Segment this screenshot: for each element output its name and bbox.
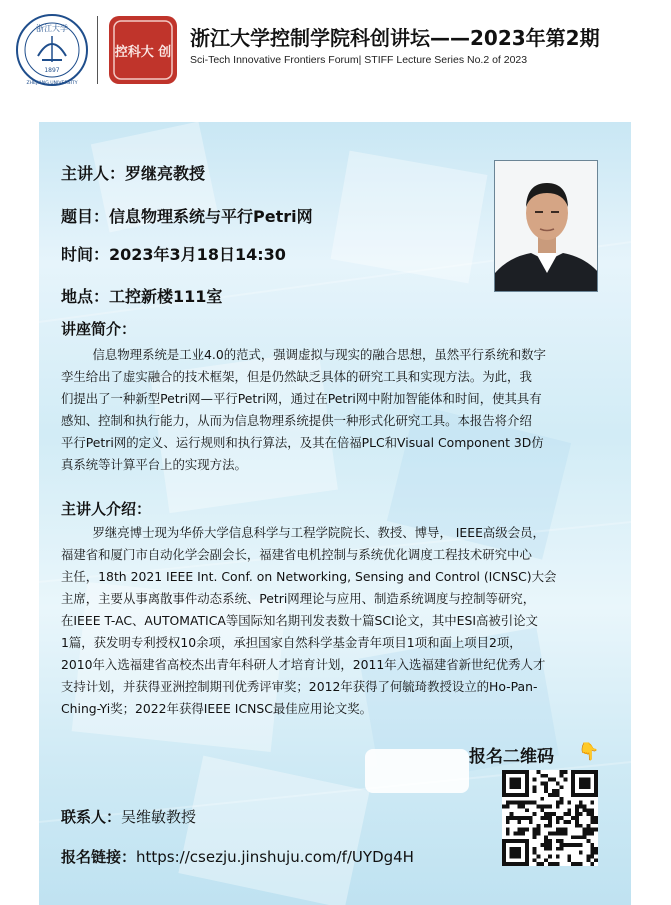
college-seal (107, 14, 179, 86)
topic-value: 信息物理系统与平行Petri网 (109, 207, 313, 226)
zju-logo-text: ZHEJIANG UNIVERSITY (26, 81, 78, 86)
bio-line: 2010年入选福建省高校杰出青年科研人才培育计划，2011年入选福建省新世纪优秀人才 (61, 657, 546, 672)
intro-line: 感知、控制和执行能力，从而为信息物理系统提供一种形式化研究工具。本报告将介绍 (61, 413, 532, 428)
intro-line: 平行Petri网的定义、运行规则和执行算法，及其在倍福PLC和Visual Component 3D仿 (61, 435, 544, 450)
place-value: 工控新楼111室 (109, 287, 223, 306)
time-field (61, 242, 286, 265)
speaker-label: 主讲人： (61, 164, 126, 183)
bio-line: 主任，18th 2021 IEEE Int. Conf. on Networking, Sensing and Control (ICNSC)大会 (61, 569, 557, 584)
forum-subtitle: Sci-Tech Innovative Frontiers Forum| STIFF Lecture Series No.2 of 2023 (190, 54, 528, 66)
forum-title: 浙江大学控制学院科创讲坛——2023年第2期 (190, 26, 600, 50)
place-field (61, 284, 222, 307)
bio-line: 主席，主要从事离散事件动态系统、Petri网理论与应用、制造系统调度与控制等研究， (61, 591, 536, 606)
bio-paragraph (61, 522, 601, 720)
poster-panel (39, 122, 631, 905)
contact-value: 吴维敏教授 (121, 808, 197, 826)
registration-qr-code[interactable] (502, 770, 598, 866)
intro-line: 真系统等计算平台上的实现方法。 (61, 457, 247, 472)
intro-title: 讲座简介： (61, 320, 137, 338)
zju-logo-cn: 浙江大学 (36, 24, 68, 33)
speaker-value: 罗继亮教授 (125, 164, 206, 183)
bio-line: 福建省和厦门市自动化学会副会长，福建省电机控制与系统优化调度工程技术研究中心 (61, 547, 532, 562)
time-value: 2023年3月18日14:30 (109, 245, 286, 264)
bio-title: 主讲人介绍： (61, 500, 152, 518)
registration-link[interactable]: https://csezju.jinshuju.com/f/UYDg4H (136, 848, 414, 866)
intro-paragraph (61, 344, 601, 476)
qr-label: 报名二维码 (469, 747, 554, 767)
bio-line: 1篇，获发明专利授权10余项，承担国家自然科学基金青年项目1项和面上项目2项， (61, 635, 522, 650)
page-header (0, 0, 671, 100)
registration-link-line (61, 846, 414, 867)
contact-label: 联系人： (61, 808, 122, 826)
header-divider (97, 16, 98, 84)
bio-line: 在IEEE T-AC、AUTOMATICA等国际知名期刊发表数十篇SCI论文，其中ESI高被引论文 (61, 613, 538, 628)
speaker-field (61, 161, 205, 184)
contact-line (61, 806, 196, 827)
registration-link-label: 报名链接： (61, 848, 137, 866)
topic-field (61, 204, 313, 227)
speaker-photo (494, 160, 598, 292)
time-label: 时间： (61, 245, 110, 264)
intro-line: 信息物理系统是工业4.0的范式，强调虚拟与现实的融合思想，虽然平行系统和数字 (61, 347, 546, 362)
bio-line: Ching-Yi奖；2022年获得IEEE ICNSC最佳应用论文奖。 (61, 701, 373, 716)
qr-highlight-box (365, 749, 469, 793)
zju-logo (14, 12, 90, 88)
intro-line: 孪生给出了虚实融合的技术框架，但是仍然缺乏具体的研究工具和实现方法。为此，我 (61, 369, 532, 384)
intro-line: 们提出了一种新型Petri网—平行Petri网，通过在Petri网中附加智能体和时间，使其具有 (61, 391, 542, 406)
place-label: 地点： (61, 287, 110, 306)
bio-line: 支持计划，并获得亚洲控制期刊优秀评审奖；2012年获得了何毓琦教授设立的Ho-Pan- (61, 679, 538, 694)
topic-label: 题目： (61, 207, 110, 226)
bio-line: 罗继亮博士现为华侨大学信息科学与工程学院院长、教授、博导， IEEE高级会员， (61, 525, 545, 540)
seal-text: 控科大 创 (114, 45, 172, 60)
pointing-down-hand-icon: 👇 (578, 742, 600, 762)
zju-logo-year: 1897 (44, 67, 60, 74)
